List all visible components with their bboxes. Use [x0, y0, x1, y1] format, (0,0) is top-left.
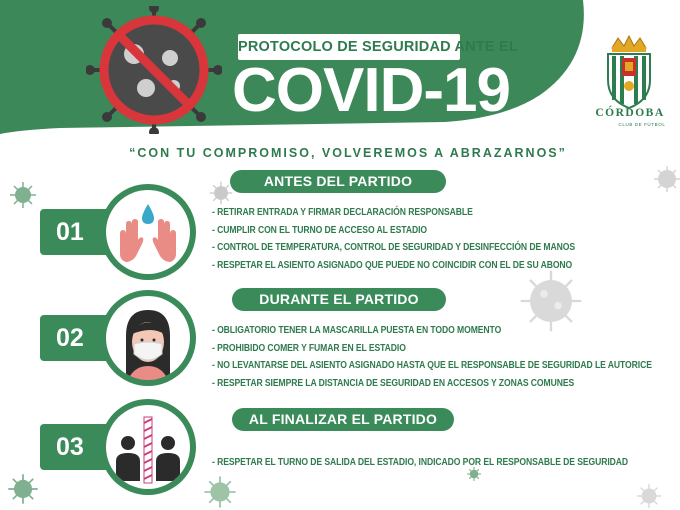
list-item: - RESPETAR EL TURNO DE SALIDA DEL ESTADIO, INDICADO POR EL RESPONSABLE DE SEGURIDAD	[212, 457, 629, 468]
section-icon-ring	[100, 290, 196, 386]
section-list-after	[212, 454, 680, 472]
no-virus-icon	[86, 6, 222, 134]
virus-decoration-icon	[8, 180, 38, 210]
list-item: - CUMPLIR CON EL TURNO DE ACCESO AL ESTADIO	[212, 224, 427, 236]
list-item: - PROHIBIDO COMER Y FUMAR EN EL ESTADIO	[212, 342, 406, 354]
list-item: - RESPETAR EL ASIENTO ASIGNADO QUE PUEDE NO COINCIDIR CON EL DE SU ABONO	[212, 259, 573, 271]
hand-sanitizer-icon	[106, 190, 190, 274]
virus-decoration-icon	[202, 474, 238, 510]
protocol-subtitle: PROTOCOLO DE SEGURIDAD ANTE EL	[238, 34, 460, 60]
section-icon-ring	[100, 184, 196, 280]
club-name: CÓRDOBA	[595, 107, 665, 119]
club-subtitle: CLUB DE FÚTBOL	[618, 122, 666, 127]
virus-decoration-icon	[652, 162, 680, 196]
section-title-during: DURANTE EL PARTIDO	[232, 288, 446, 311]
section-number-03: 03	[40, 424, 140, 470]
social-distance-icon	[106, 405, 190, 489]
section-number-02: 02	[40, 315, 140, 361]
list-item: - RETIRAR ENTRADA Y FIRMAR DECLARACIÓN RESPONSABLE	[212, 207, 473, 218]
section-title-before: ANTES DEL PARTIDO	[230, 170, 446, 193]
covid-title: COVID-19	[232, 56, 510, 125]
section-number-01: 01	[40, 209, 140, 255]
slogan: “CON TU COMPROMISO, VOLVEREMOS A ABRAZARNOS”	[129, 146, 567, 160]
face-mask-icon	[106, 296, 190, 380]
section-list-before	[212, 204, 634, 274]
cordoba-crest-icon	[604, 34, 654, 110]
section-list-during	[212, 322, 680, 392]
section-title-after: AL FINALIZAR EL PARTIDO	[232, 408, 454, 431]
list-item: - NO LEVANTARSE DEL ASIENTO ASIGNADO HASTA QUE EL RESPONSABLE DE SEGURIDAD LE AUTORICE	[212, 360, 652, 371]
virus-decoration-icon	[632, 482, 666, 510]
section-icon-ring	[100, 399, 196, 495]
virus-decoration-icon	[6, 472, 40, 506]
list-item: - RESPETAR SIEMPRE LA DISTANCIA DE SEGURIDAD EN ACCESOS Y ZONAS COMUNES	[212, 377, 575, 389]
list-item: - CONTROL DE TEMPERATURA, CONTROL DE SEGURIDAD Y DESINFECCIÓN DE MANOS	[212, 242, 576, 253]
list-item: - OBLIGATORIO TENER LA MASCARILLA PUESTA EN TODO MOMENTO	[212, 325, 502, 336]
